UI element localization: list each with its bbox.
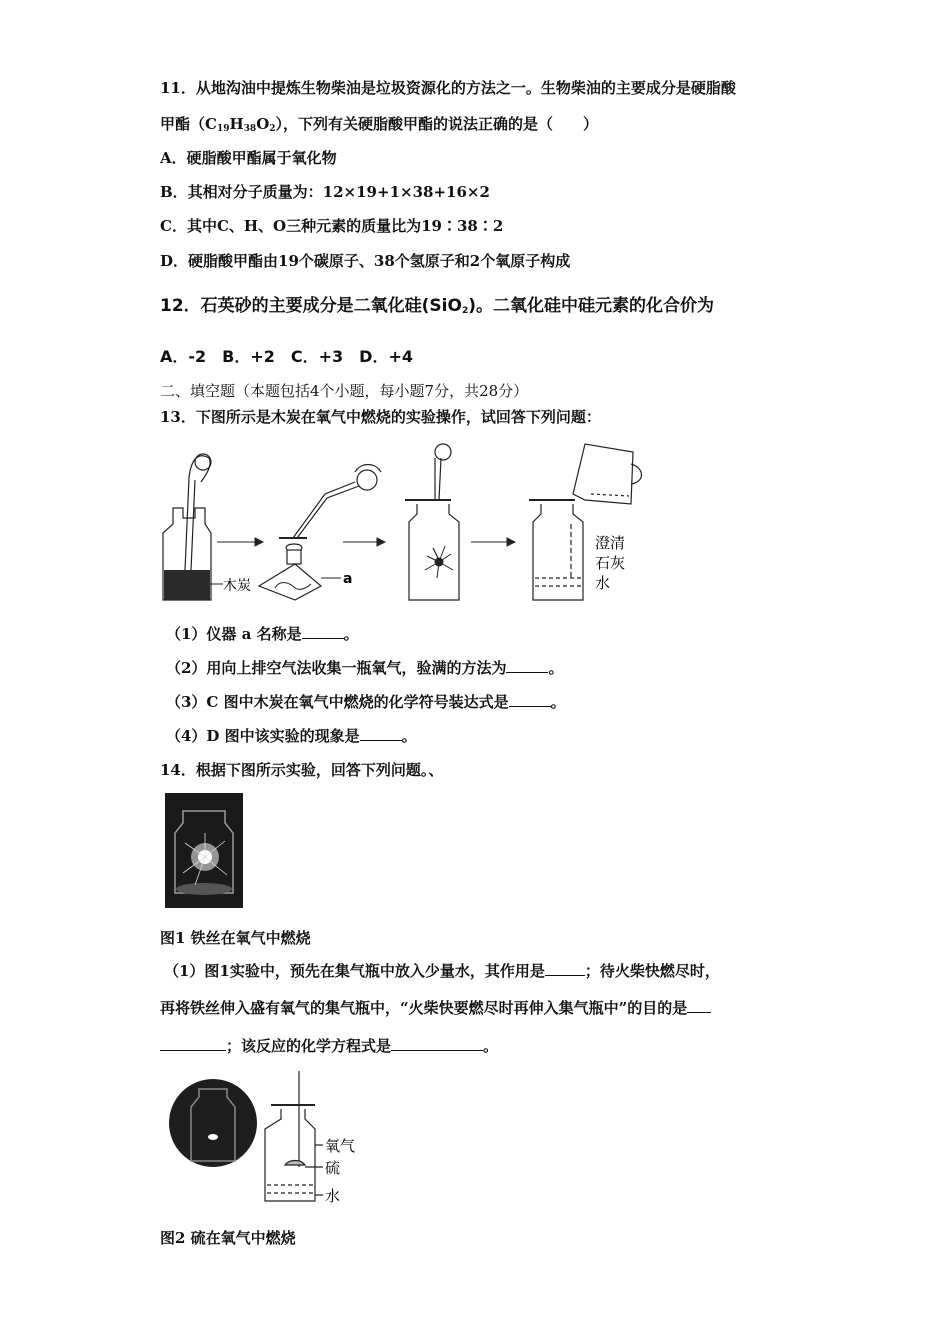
q13-stem: 13．下图所示是木炭在氧气中燃烧的实验操作，试回答下列问题： [160,408,601,426]
arrow-2-icon [343,538,385,546]
q13-part-4 [166,726,417,746]
q14-p1a-text: （1）图1实验中，预先在集气瓶中放入少量水，其作用是 [164,962,545,980]
label-oxygen: 氧气 [325,1137,356,1155]
formula-h: H [229,115,244,133]
answer-blank[interactable] [509,692,551,707]
q11-option-d: D．硬脂酸甲酯由19个碳原子、38个氢原子和2个氧原子构成 [160,252,571,270]
jar-c [405,444,459,600]
q13-part-1 [166,624,359,644]
period: 。 [548,659,564,677]
sulfur-photo [169,1079,257,1167]
label-lime-1: 澄清 [595,534,626,552]
label-water: 水 [325,1187,341,1205]
q14-part-1-line1 [164,961,720,981]
answer-blank[interactable] [160,1036,226,1051]
q14-p1d-text: ；该反应的化学方程式是 [226,1037,392,1055]
sulfur-jar [265,1071,323,1201]
q12-options: A．-2 B．+2 C．+3 D．+4 [160,347,413,366]
arrow-1-icon [217,538,263,546]
label-a: a [343,571,353,587]
answer-blank[interactable] [545,961,585,976]
label-lime-3: 水 [595,574,611,592]
q11-line1: 11．从地沟油中提炼生物柴油是垃圾资源化的方法之一。生物柴油的主要成分是硬脂酸 [160,79,736,97]
q14-stem: 14．根据下图所示实验，回答下列问题。、 [160,761,444,779]
q13-p3-text: （3）C 图中木炭在氧气中燃烧的化学符号装达式是 [166,693,509,711]
label-lime-2: 石灰 [595,554,626,572]
answer-blank[interactable] [302,624,344,639]
sub-19: 19 [216,124,230,134]
q14-part-1-line3 [160,1036,498,1056]
answer-blank[interactable] [360,726,402,741]
burning-sparks-icon [425,546,453,578]
q12-stem-post: )。二氧化硅中硅元素的化合价为 [468,296,714,316]
formula-o: O [256,115,270,133]
section-2-title: 二、填空题（本题包括4个小题，每小题7分，共28分） [160,382,529,400]
answer-blank[interactable] [391,1036,483,1051]
beaker-icon [573,444,642,504]
q13-p2-text: （2）用向上排空气法收集一瓶氧气，验满的方法为 [166,659,507,677]
q11-option-c: C．其中C、H、O三种元素的质量比为19∶38∶2 [160,217,504,235]
iron-wire-burning-photo [165,793,243,908]
q11-stem-end: ），下列有关硬脂酸甲酯的说法正确的是（ ） [275,115,599,133]
fig2-caption: 图2 硫在氧气中燃烧 [160,1229,296,1247]
q13-part-3 [166,692,566,712]
arrow-3-icon [471,538,515,546]
sub-2-sio2: 2 [461,306,469,316]
instrument-a-label [321,571,352,587]
q13-p4-text: （4）D 图中该实验的现象是 [166,727,360,745]
q14-part-1-line2 [160,998,711,1018]
alcohol-lamp [259,465,381,601]
q11-formula-pre: 甲酯（C [160,115,217,133]
q13-part-2 [166,658,563,678]
label-sulfur: 硫 [325,1159,341,1177]
q11-line2 [160,114,598,139]
q11-option-b: B．其相对分子质量为：12×19+1×38+16×2 [160,183,490,201]
answer-blank[interactable] [506,658,548,673]
charcoal-icon [209,577,251,594]
sub-38: 38 [243,124,257,134]
period: 。 [401,727,417,745]
q12-stem [160,296,714,321]
answer-blank[interactable] [687,998,711,1013]
label-charcoal: 木炭 [223,578,251,594]
sulfur-burning-figure [165,1067,375,1207]
q12-stem-pre: 12．石英砂的主要成分是二氧化硅(SiO [160,296,462,316]
q13-p1-text: （1）仪器 a 名称是 [166,625,302,643]
jar-a [163,454,211,600]
jar-d [529,500,583,600]
period: 。 [483,1037,499,1055]
fig1-caption: 图1 铁丝在氧气中燃烧 [160,929,311,947]
sub-2: 2 [269,124,276,134]
q13-experiment-figure [155,438,655,610]
q14-p1b-text: ；待火柴快燃尽时， [584,962,720,980]
period: 。 [343,625,359,643]
q14-p1c-text: 再将铁丝伸入盛有氧气的集气瓶中，“火柴快要燃尽时再伸入集气瓶中”的目的是 [160,999,688,1017]
q11-option-a: A．硬脂酸甲酯属于氧化物 [160,149,337,167]
period: 。 [550,693,566,711]
